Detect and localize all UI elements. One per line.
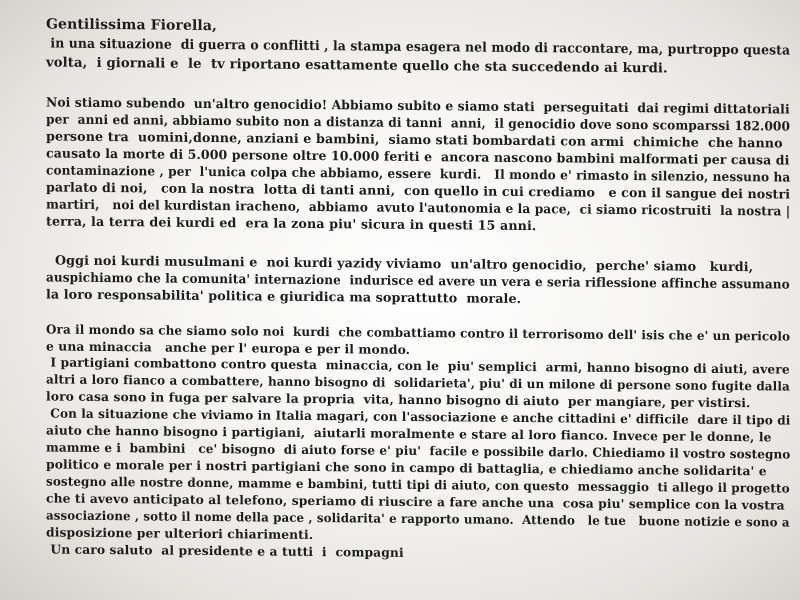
letter-line: volta, i giornali e le tv riportano esattamente quello che sta succedendo ai kurdi.: [46, 55, 668, 77]
letter-line: associazione , sotto il nome della pace , solidarita' e rapporto umano. Attendo le tue buone notizie e sono a: [46, 507, 790, 530]
letter-line: Ora il mondo sa che siamo solo noi kurdi che combattiamo contro il terrorisomo dell' isis che e' un pericolo: [46, 321, 791, 344]
letter-line: I partigiani combattono contro questa minaccia, con le piu' semplici armi, hanno bisogno di aiuti, avere: [46, 354, 790, 377]
letter-greeting: Gentilissima Fiorella,: [46, 16, 217, 35]
letter-line: persone tra uomini,donne, anziani e bambini, siamo stati bombardati con armi chimiche che hanno: [46, 128, 783, 151]
letter-closing: Un caro saluto al presidente e a tutti i compagni: [46, 541, 404, 560]
letter-line: parlato di noi, con la nostra lotta di tanti anni, con quello in cui crediamo e con il sangue dei nostri: [46, 179, 791, 202]
letter-line: sostegno alle nostre donne, mamme e bambini, tutti tipi di aiuto, con questo messaggio ti allego il progetto: [46, 473, 790, 496]
letter-line: Oggi noi kurdi musulmani e noi kurdi yazidy viviamo un'altro genocidio, perche' siamo kurdi,: [46, 252, 754, 275]
letter-line: altri a loro fianco a combattere, hanno bisogno di solidarieta', piu' di un milone di persone sono fugite dalla: [46, 371, 790, 394]
letter-line: terra, la terra dei kurdi ed era la zona piu' sicura in questi 15 anni.: [46, 213, 537, 234]
letter-line: politico e morale per i nostri partigiani che sono in campo di battaglia, e chiediamo anche solidarita' e: [46, 456, 767, 479]
letter-line: auspichiamo che la comunita' internazione indurisce ed avere un vera e seria riflessione affinche assumano: [46, 269, 790, 292]
letter-line: causato la morte di 5.000 persone oltre 10.000 feriti e ancora nascono bambini malformati per causa di: [46, 145, 790, 168]
letter-line: mamme e i bambini ce' bisogno di aiuto forse e' piu' facile e possibile darlo. Chiediamo il vostro sostegno: [46, 439, 791, 462]
letter-line: contaminazione , per l'unica colpa che abbiamo, essere kurdi. Il mondo e' rimasto in silenzio, nessuno ha: [46, 162, 791, 185]
letter-line: che ti avevo anticipato al telefono, speriamo di riuscire a fare anche una cosa piu' semplice con la vostra: [46, 490, 785, 513]
letter-line: loro casa sono in fuga per salvare la propria vita, hanno bisogno di aiuto per mangiare, per vistirsi.: [46, 388, 751, 411]
letter-line: aiuto che hanno bisogno i partigiani, aiutarli moralmente e stare al loro fianco. Invece per le donne, le: [46, 422, 772, 445]
letter-line: martiri, noi del kurdistan iracheno, abbiamo avuto l'autonomia e la pace, ci siamo ricostruiti la nostra |: [46, 196, 791, 219]
letter-line: per anni ed anni, abbiamo subito non a distanza di tanni anni, il genocidio dove sono scomparssi 182.000: [46, 111, 791, 134]
letter-line: la loro responsabilita' politica e giuridica ma soprattutto morale.: [46, 286, 522, 307]
letter-line: Noi stiamo subendo un'altro genocidio! Abbiamo subito e siamo stati perseguitati dai regimi dittatoriali: [46, 94, 790, 117]
letter-line: disposizione per ulteriori chiarimenti.: [46, 524, 314, 543]
letter-line: in una situazione di guerra o conflitti , la stampa esagera nel modo di raccontare, ma, purtroppo questa: [46, 36, 791, 59]
letter-line: e una minaccia anche per l' europa e per il mondo.: [46, 338, 411, 357]
letter-line: Con la situazione che viviamo in Italia magari, con l'associazione e anche cittadini e' difficile dare il tipo di: [46, 405, 791, 428]
